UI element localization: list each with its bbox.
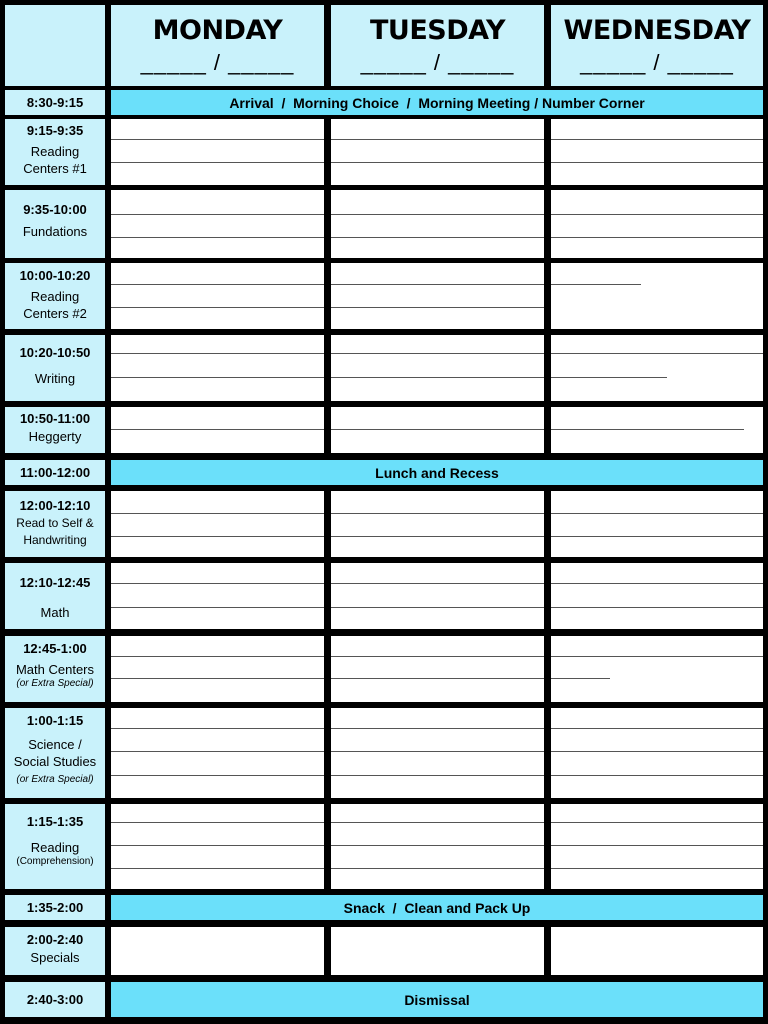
writing-line bbox=[111, 284, 324, 285]
writing-line bbox=[111, 353, 324, 354]
monday-reading-centers-1-cell[interactable] bbox=[111, 119, 324, 185]
writing-line bbox=[331, 845, 544, 846]
writing-line bbox=[331, 751, 544, 752]
time-cell-snack: 1:35-2:00 bbox=[5, 895, 105, 920]
writing-line bbox=[111, 822, 324, 823]
writing-line bbox=[331, 607, 544, 608]
wednesday-reading-centers-1-cell[interactable] bbox=[551, 119, 763, 185]
dismissal-band: Dismissal bbox=[111, 982, 763, 1017]
time-cell-lunch: 11:00-12:00 bbox=[5, 460, 105, 485]
tuesday-specials-cell[interactable] bbox=[331, 927, 544, 975]
writing-line bbox=[551, 429, 744, 430]
time-cell-reading-centers-2: 10:00-10:20 Reading Centers #2 bbox=[5, 263, 105, 329]
writing-line bbox=[551, 377, 667, 378]
day-label: MONDAY bbox=[152, 15, 283, 46]
writing-line bbox=[551, 845, 763, 846]
arrival-band: Arrival / Morning Choice / Morning Meeting / Number Corner bbox=[111, 90, 763, 115]
monday-math-centers-cell[interactable] bbox=[111, 636, 324, 702]
writing-line bbox=[111, 377, 324, 378]
writing-line bbox=[331, 656, 544, 657]
time-cell-read-to-self: 12:00-12:10 Read to Self & Handwriting bbox=[5, 491, 105, 557]
writing-line bbox=[551, 162, 763, 163]
writing-line bbox=[551, 536, 763, 537]
writing-line bbox=[331, 429, 544, 430]
monday-math-cell[interactable] bbox=[111, 563, 324, 629]
writing-line bbox=[331, 868, 544, 869]
writing-line bbox=[551, 237, 763, 238]
day-label: TUESDAY bbox=[369, 15, 505, 46]
writing-line bbox=[551, 868, 763, 869]
monday-header bbox=[111, 5, 324, 86]
tuesday-science-cell[interactable] bbox=[331, 708, 544, 798]
writing-line bbox=[111, 583, 324, 584]
writing-line bbox=[331, 513, 544, 514]
writing-line bbox=[551, 139, 763, 140]
time-cell-arrival: 8:30-9:15 bbox=[5, 90, 105, 115]
writing-line bbox=[111, 845, 324, 846]
time-cell-math-centers: 12:45-1:00 Math Centers (or Extra Special) bbox=[5, 636, 105, 702]
writing-line bbox=[331, 377, 544, 378]
writing-line bbox=[111, 513, 324, 514]
date-blank: _____ / _____ bbox=[140, 50, 295, 75]
writing-line bbox=[111, 162, 324, 163]
writing-line bbox=[331, 728, 544, 729]
writing-line bbox=[551, 656, 763, 657]
date-blank: _____ / _____ bbox=[360, 50, 515, 75]
tuesday-comprehension-cell[interactable] bbox=[331, 804, 544, 889]
writing-line bbox=[331, 237, 544, 238]
tuesday-reading-centers-1-cell[interactable] bbox=[331, 119, 544, 185]
writing-line bbox=[551, 513, 763, 514]
wednesday-fundations-cell[interactable] bbox=[551, 190, 763, 258]
writing-line bbox=[331, 162, 544, 163]
snack-band: Snack / Clean and Pack Up bbox=[111, 895, 763, 920]
wednesday-heggerty-cell[interactable] bbox=[551, 407, 763, 453]
corner-cell bbox=[5, 5, 105, 86]
day-label: WEDNESDAY bbox=[563, 15, 751, 46]
monday-writing-cell[interactable] bbox=[111, 335, 324, 401]
tuesday-read-to-self-cell[interactable] bbox=[331, 491, 544, 557]
writing-line bbox=[551, 822, 763, 823]
wednesday-reading-centers-2-cell[interactable] bbox=[551, 263, 763, 329]
writing-line bbox=[111, 728, 324, 729]
writing-line bbox=[551, 583, 763, 584]
writing-line bbox=[331, 139, 544, 140]
monday-science-cell[interactable] bbox=[111, 708, 324, 798]
writing-line bbox=[111, 237, 324, 238]
tuesday-math-centers-cell[interactable] bbox=[331, 636, 544, 702]
monday-read-to-self-cell[interactable] bbox=[111, 491, 324, 557]
time-cell-specials: 2:00-2:40 Specials bbox=[5, 927, 105, 975]
tuesday-reading-centers-2-cell[interactable] bbox=[331, 263, 544, 329]
lunch-band: Lunch and Recess bbox=[111, 460, 763, 485]
wednesday-specials-cell[interactable] bbox=[551, 927, 763, 975]
time-cell-reading-centers-1: 9:15-9:35 Reading Centers #1 bbox=[5, 119, 105, 185]
writing-line bbox=[111, 536, 324, 537]
wednesday-comprehension-cell[interactable] bbox=[551, 804, 763, 889]
monday-specials-cell[interactable] bbox=[111, 927, 324, 975]
tuesday-math-cell[interactable] bbox=[331, 563, 544, 629]
tuesday-writing-cell[interactable] bbox=[331, 335, 544, 401]
tuesday-heggerty-cell[interactable] bbox=[331, 407, 544, 453]
writing-line bbox=[111, 307, 324, 308]
wednesday-writing-cell[interactable] bbox=[551, 335, 763, 401]
writing-line bbox=[111, 751, 324, 752]
monday-reading-centers-2-cell[interactable] bbox=[111, 263, 324, 329]
writing-line bbox=[551, 353, 763, 354]
writing-line bbox=[111, 678, 324, 679]
writing-line bbox=[331, 822, 544, 823]
writing-line bbox=[111, 607, 324, 608]
time-cell-writing: 10:20-10:50 Writing bbox=[5, 335, 105, 401]
writing-line bbox=[331, 583, 544, 584]
writing-line bbox=[551, 607, 763, 608]
monday-comprehension-cell[interactable] bbox=[111, 804, 324, 889]
writing-line bbox=[331, 536, 544, 537]
writing-line bbox=[111, 429, 324, 430]
writing-line bbox=[111, 868, 324, 869]
wednesday-header bbox=[551, 5, 763, 86]
time-cell-comprehension: 1:15-1:35 Reading (Comprehension) bbox=[5, 804, 105, 889]
writing-line bbox=[551, 214, 763, 215]
tuesday-header bbox=[331, 5, 544, 86]
writing-line bbox=[551, 775, 763, 776]
writing-line bbox=[331, 353, 544, 354]
wednesday-science-cell[interactable] bbox=[551, 708, 763, 798]
writing-line bbox=[551, 751, 763, 752]
wednesday-read-to-self-cell[interactable] bbox=[551, 491, 763, 557]
writing-line bbox=[331, 284, 544, 285]
writing-line bbox=[111, 656, 324, 657]
writing-line bbox=[551, 284, 641, 285]
time-cell-science: 1:00-1:15 Science / Social Studies (or Extra Special) bbox=[5, 708, 105, 798]
monday-heggerty-cell[interactable] bbox=[111, 407, 324, 453]
tuesday-fundations-cell[interactable] bbox=[331, 190, 544, 258]
writing-line bbox=[551, 678, 610, 679]
time-cell-dismissal: 2:40-3:00 bbox=[5, 982, 105, 1017]
writing-line bbox=[331, 214, 544, 215]
writing-line bbox=[111, 775, 324, 776]
writing-line bbox=[551, 728, 763, 729]
time-cell-fundations: 9:35-10:00 Fundations bbox=[5, 190, 105, 258]
time-cell-math: 12:10-12:45 Math bbox=[5, 563, 105, 629]
writing-line bbox=[331, 775, 544, 776]
wednesday-math-centers-cell[interactable] bbox=[551, 636, 763, 702]
time-cell-heggerty: 10:50-11:00 Heggerty bbox=[5, 407, 105, 453]
wednesday-math-cell[interactable] bbox=[551, 563, 763, 629]
date-blank: _____ / _____ bbox=[580, 50, 734, 75]
monday-fundations-cell[interactable] bbox=[111, 190, 324, 258]
writing-line bbox=[331, 307, 544, 308]
writing-line bbox=[111, 214, 324, 215]
writing-line bbox=[111, 139, 324, 140]
writing-line bbox=[331, 678, 544, 679]
